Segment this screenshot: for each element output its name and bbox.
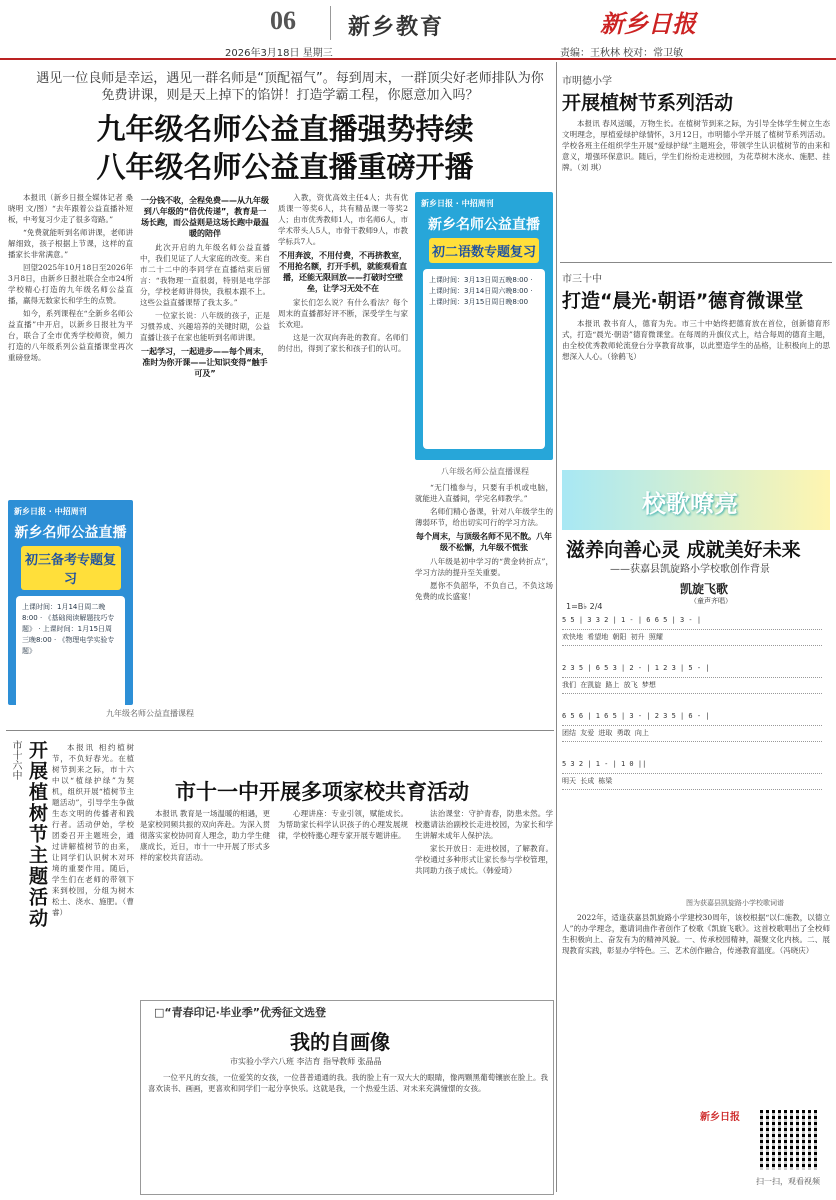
paragraph: 如今，系列课程在“全新乡名师公益直播”中开启，以新乡日报社为平台，联合了全市优秀学校师资，倾力打造的八年级系列公益直播课堂再次重磅登场。 (8, 309, 133, 362)
paragraph: 回望2025年10月18日至2026年3月8日，由新乡日报社联合全市24所学校精心打造的九年级名师公益直播，赢得无数家长和学生的点赞。 (8, 263, 133, 305)
paragraph: 本报讯（新乡日报全媒体记者 桑晓明 文/图）“去年跟着公益直播补短板，中考复习少走了很多弯路。” (8, 193, 133, 224)
story1-title: 开展植树节系列活动 (562, 92, 734, 114)
paragraph: 愿你不负韶华，不负自己，不负这场免费的成长盛宴！ (415, 581, 553, 601)
poster-banner: 初二语数专题复习 (429, 238, 539, 263)
qr-code[interactable] (760, 1110, 820, 1170)
essay-series: □“青春印记·毕业季”优秀征文选登 (154, 1006, 327, 1019)
paragraph: 入教，资优高效主任4人；共有优质课一等奖6人，共有精品课一等奖2人；由市优秀教师1人，市名师6人，市学术带头人5人，市骨干教师9人，市教学标兵7人。 (278, 193, 408, 246)
notation-line: 6 5 6 | 1 6 5 | 3 - | 2 3 5 | 6 - | (562, 712, 822, 726)
page-number: 06 (270, 6, 296, 35)
paragraph: 名师们精心备课，针对八年级学生的薄弱环节，给出切实可行的学习方法。 (415, 507, 553, 527)
story3-body (562, 912, 830, 1102)
sheet-caption: 图为获嘉县凯旋路小学校歌词谱 (686, 899, 784, 907)
paragraph: 本报讯 相约植树节，不负好春光。在植树节到来之际，市十六中以“植绿护绿”为契机，组织开展“植树节主题活动”，引导学生争做生态文明的传播者和践行者。活动伊始，学校团委召开主题班会，通过讲解植树节的由来，让同学们认识树木对环境的重要作用。随后，学生们在老师的带领下来到校园，分组为树木松土、浇水、施肥。（曹睿） (52, 743, 134, 917)
headline-line-2: 八年级名师公益直播重磅开播 (96, 150, 474, 184)
song-title: 凯旋飞歌 (680, 582, 729, 596)
story2-body (562, 318, 830, 463)
paragraph: 家长们怎么说？有什么看法？每个周末的直播都好评不断，深受学生与家长欢迎。 (278, 298, 408, 329)
lead-headline (20, 110, 550, 186)
section-divider (6, 730, 554, 731)
notation-line: 5 5 | 3 3 2 | 1 - | 6 6 5 | 3 - | (562, 616, 822, 630)
lead-column-3 (278, 192, 408, 702)
story2-title: 打造“晨光·朝语”德育微课堂 (562, 290, 804, 312)
subhead: 一起学习，一起进步——每个周末，准时为你开课——让知识变得“触手可及” (141, 347, 269, 378)
column-rule (556, 62, 557, 1192)
poster-banner: 初三备考专题复习 (21, 546, 121, 590)
vertical-kicker: 市十六中 (10, 740, 21, 780)
banner-text: 校歌嘹亮 (642, 490, 738, 518)
headline-line-1: 九年级名师公益直播强势持续 (96, 112, 474, 146)
paragraph: 八年级是初中学习的“黄金转折点”，学习方法的提升至关重要。 (415, 557, 553, 577)
app-label: 新乡日报 (700, 1112, 740, 1123)
qr-caption: 扫一扫，观看视频 (756, 1177, 820, 1186)
paragraph: 一位平凡的女孩，一位爱笑的女孩，一位普普通通的我。我的脸上有一双大大的眼睛，像两颗黑葡萄镶嵌在脸上。我喜欢读书、画画，更喜欢和同学们一起分享快乐。这就是我，一个热爱生活、对未来充满憧憬的女孩。 (148, 1073, 548, 1093)
editor-credits: 责编：王秋林 校对：常卫敏 (560, 48, 684, 59)
subhead: 一分钱不收，全程免费——从九年级到八年级的“倍优传递”，教育是一场长跑，而公益则是这场长跑中最温暖的陪伴 (141, 196, 269, 238)
story1-body (562, 118, 830, 258)
paragraph: 2022年，适逢获嘉县凯旋路小学建校30周年，该校根据“以仁施教，以德立人”的办学理念，邀请词曲作者创作了校歌《凯旋飞歌》。这首校歌唱出了全校师生积极向上、奋发有为的精神风貌。一、传承校园精神，凝聚文化内核。二、展现教育实践，彰显办学特色。三、艺术创作融合，传递教育温度。（冯晓庆） (562, 913, 830, 955)
essay-title: 我的自画像 (290, 1030, 390, 1054)
poster-schedule: 上课时间：1月14日周二晚8:00 · 《基础阅读解题技巧专题》 · 上课时间：1月15日周三晚8:00 · 《物理电学实验专题》 (16, 596, 125, 705)
masthead (0, 0, 836, 60)
subhead: 不用奔波，不用付费，不再挤教室，不用抢名额，打开手机，就能观看直播，还能无限回放——打破时空壁垒，让学习无处不在 (279, 251, 407, 293)
poster-top-label: 新乡日报 · 中招周刊 (14, 507, 87, 516)
issue-date: 2026年3月18日 星期三 (225, 48, 333, 59)
paragraph: 本报讯 教书育人，德育为先。市三十中始终把德育放在首位，创新德育形式，打造“晨光·朝语”德育微课堂。在每周的升旗仪式上，结合每周的德育主题，由全校优秀教师轮流登台分享教育故事，以此塑造学生的品格，让积极向上的思想深入人心。（徐鹤飞） (562, 319, 830, 361)
lead-column-2 (140, 192, 270, 702)
song-key: 1=B♭ 2/4 (566, 602, 603, 611)
edition-title: 新乡教育 (348, 15, 445, 40)
sheet-music (562, 616, 832, 876)
lead-column-4 (415, 482, 553, 707)
paragraph: 此次开启的九年级名师公益直播中，我们见证了人大家庭的改变。来自市二十二中的李同学在直播结束后留言：“我物理一直很弱，特别是电学部分，学校老师讲得快，我根本跟不上。这些公益直播课帮了我太多。” (140, 243, 270, 307)
paragraph: 本报讯 教育是一场温暖的相遇，更是家校同频共振的双向奔赴。为深入贯彻落实家校协同育人理念，助力学生健康成长，近日，市十一中开展了形式多样的家校共育活动。 (140, 809, 270, 862)
lead-intro: 遇见一位良师是幸运，遇见一群名师是“顶配福气”。每到周末，一群顶尖好老师排队为你免费讲课，则是天上掉下的馅饼！打造学霸工程，你愿意加入吗？ (36, 71, 544, 103)
paragraph: “无门槛参与，只要有手机或电脑，就能进入直播间，学完名师教学。” (415, 483, 553, 503)
music-banner (562, 470, 830, 530)
story2-kicker: 市三十中 (562, 274, 602, 285)
lyric-line: 团结 友爱 进取 勇敢 向上 (562, 728, 822, 742)
middle-column-3 (415, 808, 553, 993)
poster-ninth-grade (8, 500, 133, 705)
essay-body (148, 1072, 548, 1190)
paragraph: 心理讲座：专业引领，赋能成长。为帮助家长科学认识孩子的心理发展规律，学校特邀心理专家开展专题讲座。 (278, 809, 408, 840)
poster-caption-b: 八年级名师公益直播课程 (441, 467, 529, 476)
vertical-story-body (52, 742, 134, 1192)
story1-kicker: 市明德小学 (562, 76, 612, 87)
poster-caption-a: 九年级名师公益直播课程 (106, 709, 194, 718)
story3-subtitle: ——获嘉县凯旋路小学校歌创作背景 (610, 564, 770, 575)
lead-column-1 (8, 192, 133, 492)
poster-eighth-grade (415, 192, 553, 460)
middle-column-1 (140, 808, 270, 993)
section-divider (560, 262, 832, 263)
paragraph: 本报讯 春风送暖，万物生长。在植树节到来之际，为引导全体学生树立生态文明理念，厚植爱绿护绿情怀，3月12日，市明德小学开展了植树节系列活动。学校各班主任组织学生开展“爱绿护绿”主题班会，带领学生认识植树节的由来和意义，增强环保意识。随后，学生们纷纷走进校园，为花草树木浇水、施肥、挂牌。（刘 琪） (562, 119, 830, 172)
subhead: 每个周末，与顶级名师不见不散。八年级不松懈，九年级不慌张 (416, 532, 552, 552)
paragraph: 这是一次双向奔赴的教育。名师们的付出，得到了家长和孩子们的认可。 (278, 333, 408, 353)
poster-schedule: 上课时间：3月13日周五晚8:00 · 上课时间：3月14日周六晚8:00 · 上课时间：3月15日周日晚8:00 (423, 269, 545, 449)
song-subtitle: （童声齐唱） (690, 597, 732, 605)
vertical-headline: 开展植树节主题活动 (26, 740, 48, 929)
poster-title: 新乡名师公益直播 (428, 217, 540, 233)
notation-line: 5 3 2 | 1 - | 1 0 || (562, 760, 822, 774)
lyric-line: 我们 在凯旋 路上 放飞 梦想 (562, 680, 822, 694)
middle-headline: 市十一中开展多项家校共育活动 (175, 780, 469, 804)
poster-top-label: 新乡日报 · 中招周刊 (421, 199, 494, 208)
poster-title: 新乡名师公益直播 (14, 525, 127, 541)
paragraph: “免费就能听到名师讲课，老师讲解细致，孩子根据上节课，这样的直播家长非常满意。” (8, 228, 133, 259)
newspaper-logo: 新乡日报 (600, 9, 696, 38)
essay-byline: 市实验小学六八班 李洁育 指导教师 张晶晶 (230, 1057, 382, 1066)
notation-line: 2 3 5 | 6 5 3 | 2 - | 1 2 3 | 5 - | (562, 664, 822, 678)
middle-column-2 (278, 808, 408, 993)
lyric-line: 欢快地 希望地 朝阳 初升 照耀 (562, 632, 822, 646)
lyric-line: 明天 长成 栋梁 (562, 776, 822, 790)
paragraph: 一位家长说：八年级的孩子，正是习惯养成、兴趣培养的关键时期，公益直播让孩子在家也能听到名师讲课。 (140, 311, 270, 342)
story3-title: 滋养向善心灵 成就美好未来 (566, 539, 801, 561)
paragraph: 法治课堂：守护青春，防患未然。学校邀请法治副校长走进校园，为家长和学生讲解未成年人保护法。 (415, 809, 553, 840)
paragraph: 家长开放日：走进校园，了解教育。学校通过多种形式让家长参与学校管理，共同助力孩子成长。（韩爱琦） (415, 844, 553, 875)
